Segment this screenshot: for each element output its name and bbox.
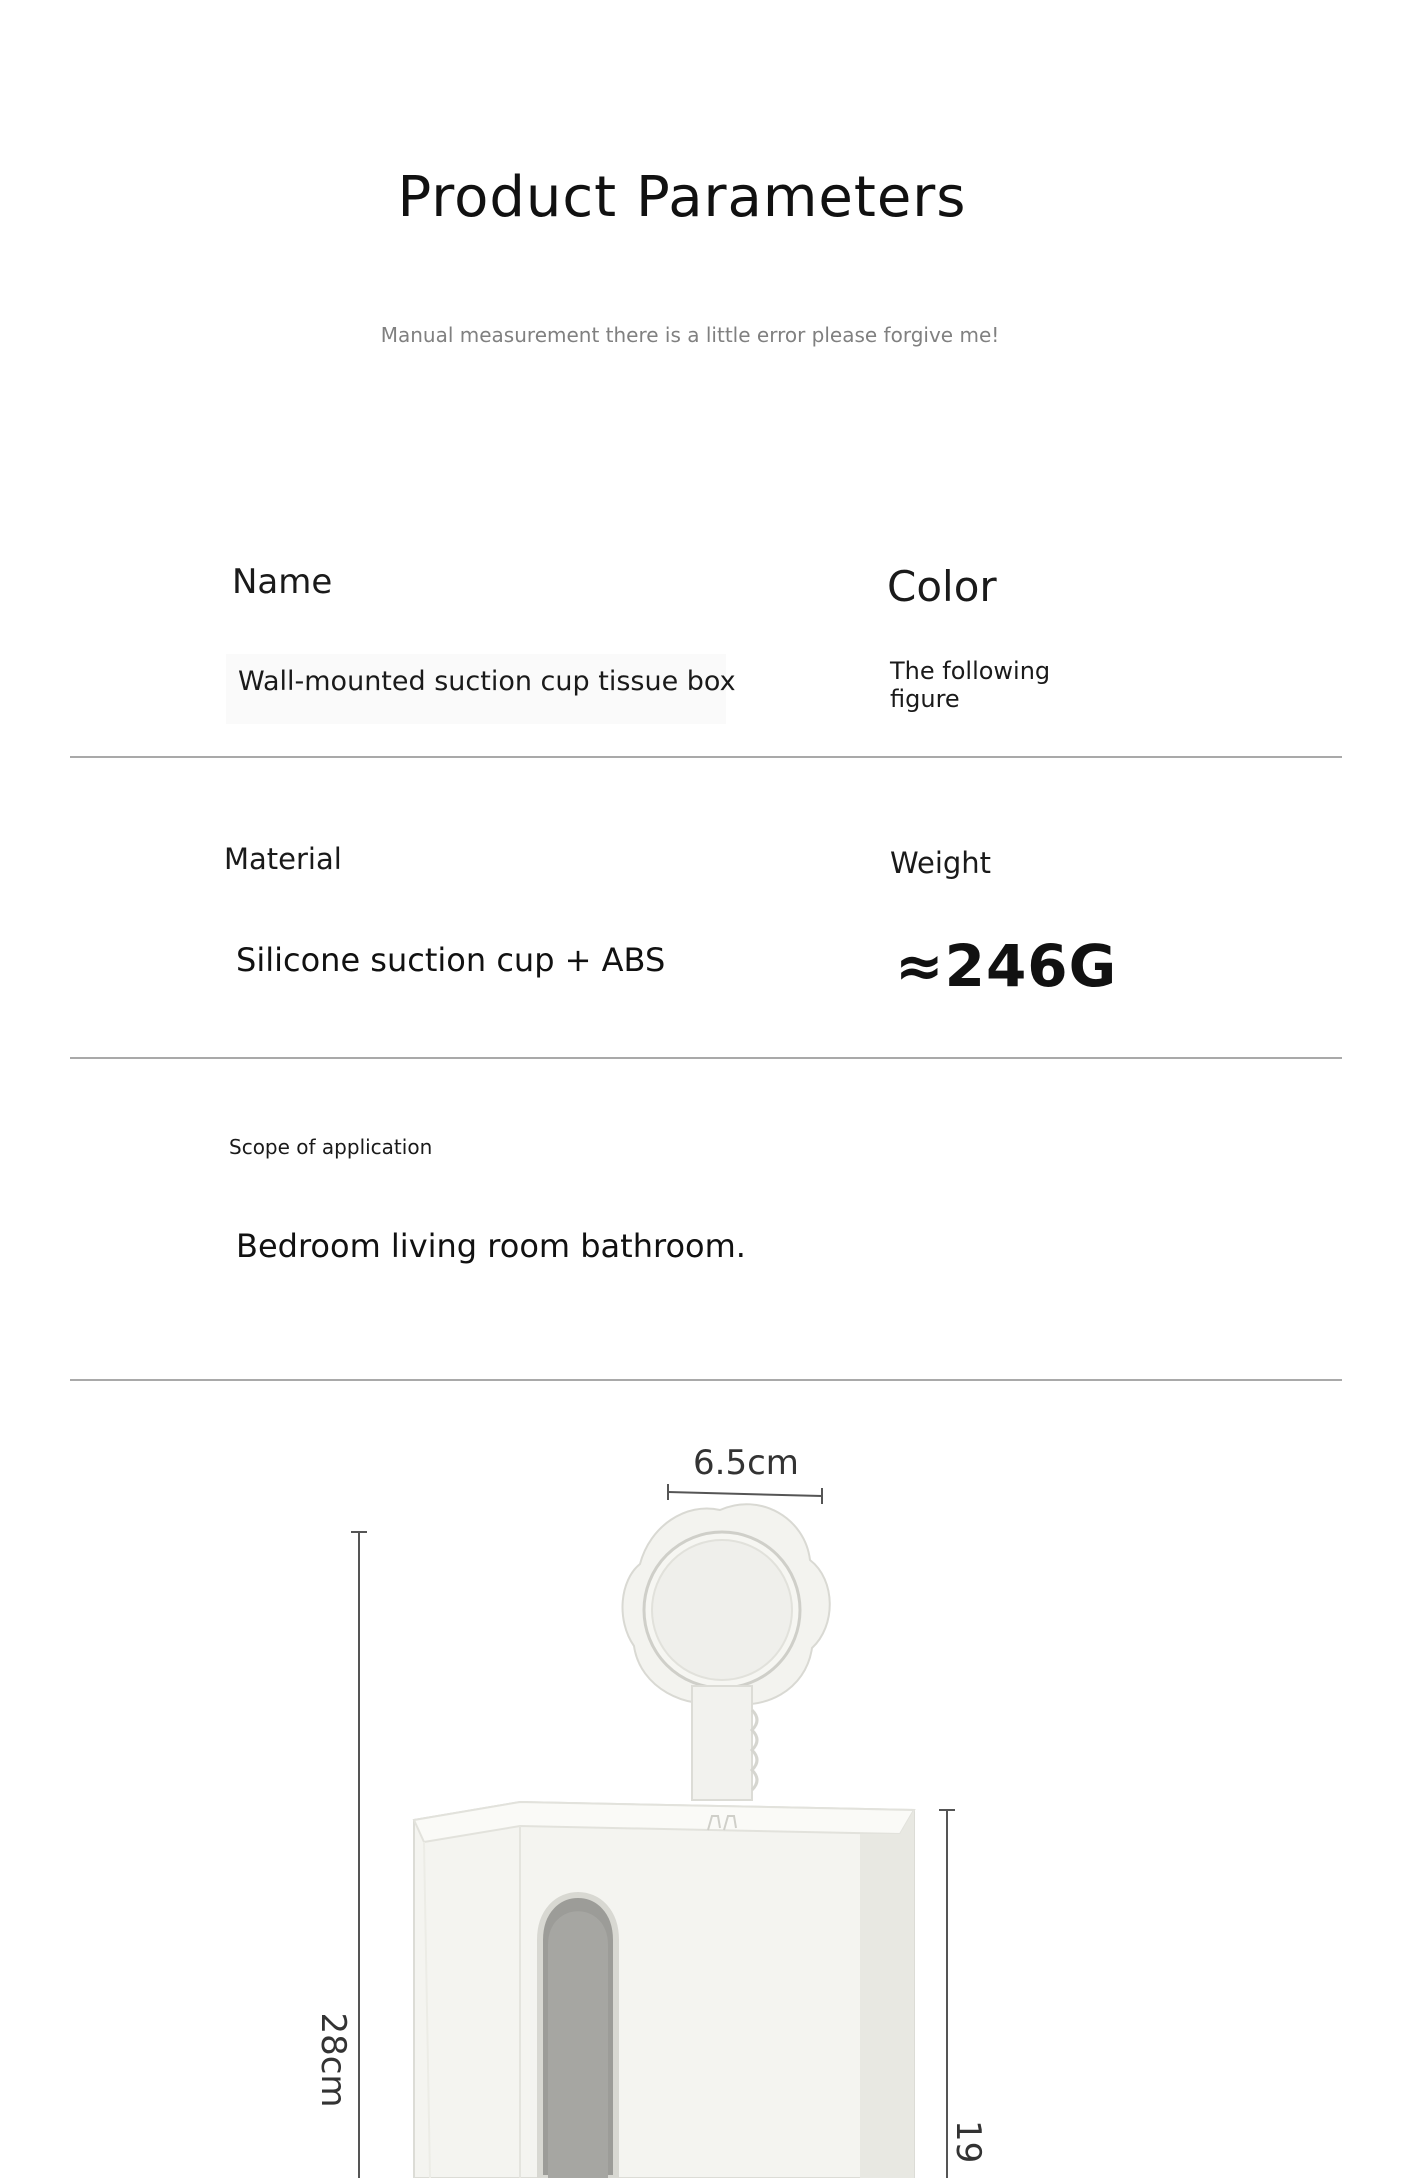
divider-3 xyxy=(70,1379,1342,1381)
material-value: Silicone suction cup + ABS xyxy=(236,941,666,979)
name-value: Wall-mounted suction cup tissue box xyxy=(238,666,736,697)
scope-label: Scope of application xyxy=(229,1135,433,1159)
divider-2 xyxy=(70,1057,1342,1059)
page-title: Product Parameters xyxy=(397,165,967,230)
box-height-label: 19 xyxy=(948,2120,988,2164)
box-height-dimension xyxy=(939,1810,988,2178)
height-label: 28cm xyxy=(313,2012,353,2108)
weight-label: Weight xyxy=(890,846,992,880)
color-label: Color xyxy=(887,562,997,611)
scope-value: Bedroom living room bathroom. xyxy=(236,1227,746,1265)
name-label: Name xyxy=(232,562,333,602)
weight-value: ≈246G xyxy=(895,932,1118,1000)
suction-cup xyxy=(623,1504,830,1800)
divider-1 xyxy=(70,756,1342,758)
product-image xyxy=(0,1440,1407,2178)
material-label: Material xyxy=(224,842,342,876)
height-dimension xyxy=(313,1532,367,2178)
page-subtitle: Manual measurement there is a little error please forgive me! xyxy=(380,323,1000,347)
width-dimension xyxy=(668,1443,822,1504)
color-value: The following figure xyxy=(890,657,1051,713)
tissue-box xyxy=(414,1802,914,2178)
width-label: 6.5cm xyxy=(693,1443,799,1483)
